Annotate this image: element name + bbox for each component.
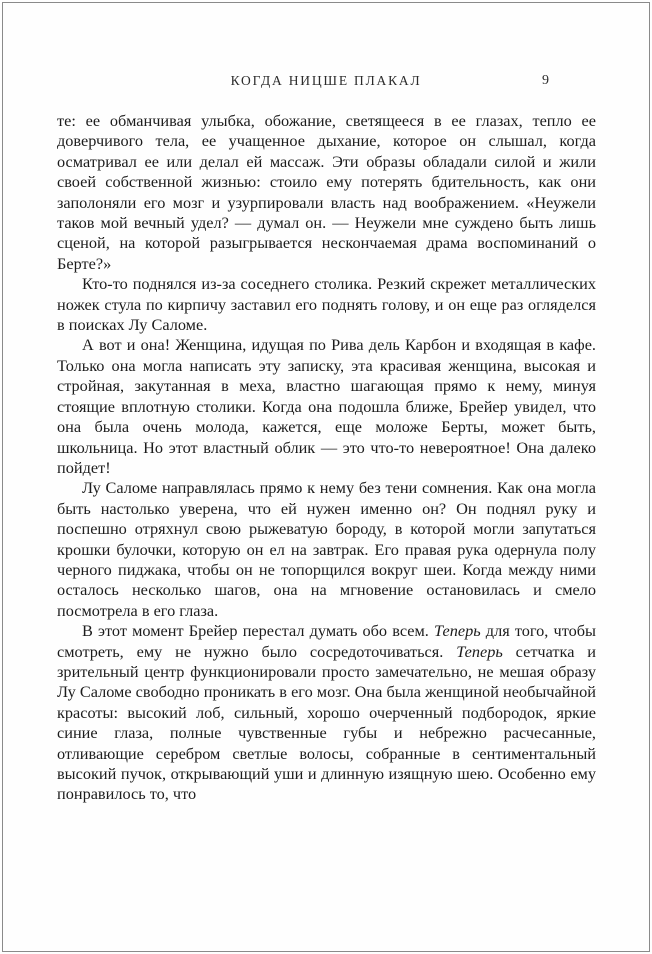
paragraph xyxy=(57,274,596,335)
paragraph xyxy=(57,335,596,478)
paragraph xyxy=(57,621,596,805)
text-run: Лу Саломе направлялась прямо к нему без тени сомнения. Как она могла быть настолько уверена, что ей нужен именно он? Он поднял руку и поспешно отряхнул свою рыжеватую бороду, в которой могли запутаться крошки булочки, которую он ел на завтрак. Его правая рука одернула полу черного пиджака, чтобы он не топорщился вокруг шеи. Когда между ними осталось несколько шагов, она на мгновение остановилась и смело посмотрела в его глаза. xyxy=(57,478,596,620)
text-run: для того, чтобы смотреть, ему не нужно было сосредоточиваться. xyxy=(57,621,596,661)
italic-text-run: Теперь xyxy=(456,641,503,661)
running-title: КОГДА НИЦШЕ ПЛАКАЛ xyxy=(230,73,422,88)
paragraph xyxy=(57,111,596,274)
page-header xyxy=(57,73,595,91)
paragraph xyxy=(57,478,596,621)
text-run: В этот момент Брейер перестал думать обо всем. xyxy=(82,621,435,641)
text-run: А вот и она! Женщина, идущая по Рива дель Карбон и входящая в кафе. Только она могла написать эту записку, эта красивая женщина, высокая и стройная, закутанная в меха, властно шагающая прямо к нему, минуя стоящие вплотную столики. Когда она подошла ближе, Брейер увидел, что она была очень молода, кажется, еще моложе Берты, может быть, школьница. Но этот властный облик — это что-то невероятное! Она далеко пойдет! xyxy=(57,335,596,477)
text-run: те: ее обманчивая улыбка, обожание, светящееся в ее глазах, тепло ее доверчивого тела, ее учащенное дыхание, которое он слышал, когда осматривал ее или делал ей массаж. Эти образы обладали силой и жили своей собственной жизнью: стоило ему потерять бдительность, как они заполоняли его мозг и узурпировали власть над воображением. «Неужели таков мой вечный удел? — думал он. — Неужели мне суждено быть лишь сценой, на которой разыгрывается нескончаемая драма воспоминаний о Берте?» xyxy=(57,111,596,273)
italic-text-run: Теперь xyxy=(434,621,481,641)
text-run: Кто-то поднялся из-за соседнего столика. Резкий скрежет металлических ножек стула по кирпичу заставил его поднять голову, и он еще раз огляделся в поисках Лу Саломе. xyxy=(57,274,596,335)
text-run: сетчатка и зрительный центр функционировали просто замечательно, не мешая образу Лу Саломе свободно проникать в его мозг. Она была женщиной необычайной красоты: высокий лоб, сильный, хорошо очерченный подбородок, яркие синие глаза, полные чувственные губы и небрежно расчесанные, отливающие серебром светлые волосы, собранные в сентиментальный высокий пучок, открывающий уши и длинную изящную шею. Особенно ему понравилось то, что xyxy=(57,641,596,804)
text-block xyxy=(57,111,596,805)
page-number: 9 xyxy=(542,73,549,88)
